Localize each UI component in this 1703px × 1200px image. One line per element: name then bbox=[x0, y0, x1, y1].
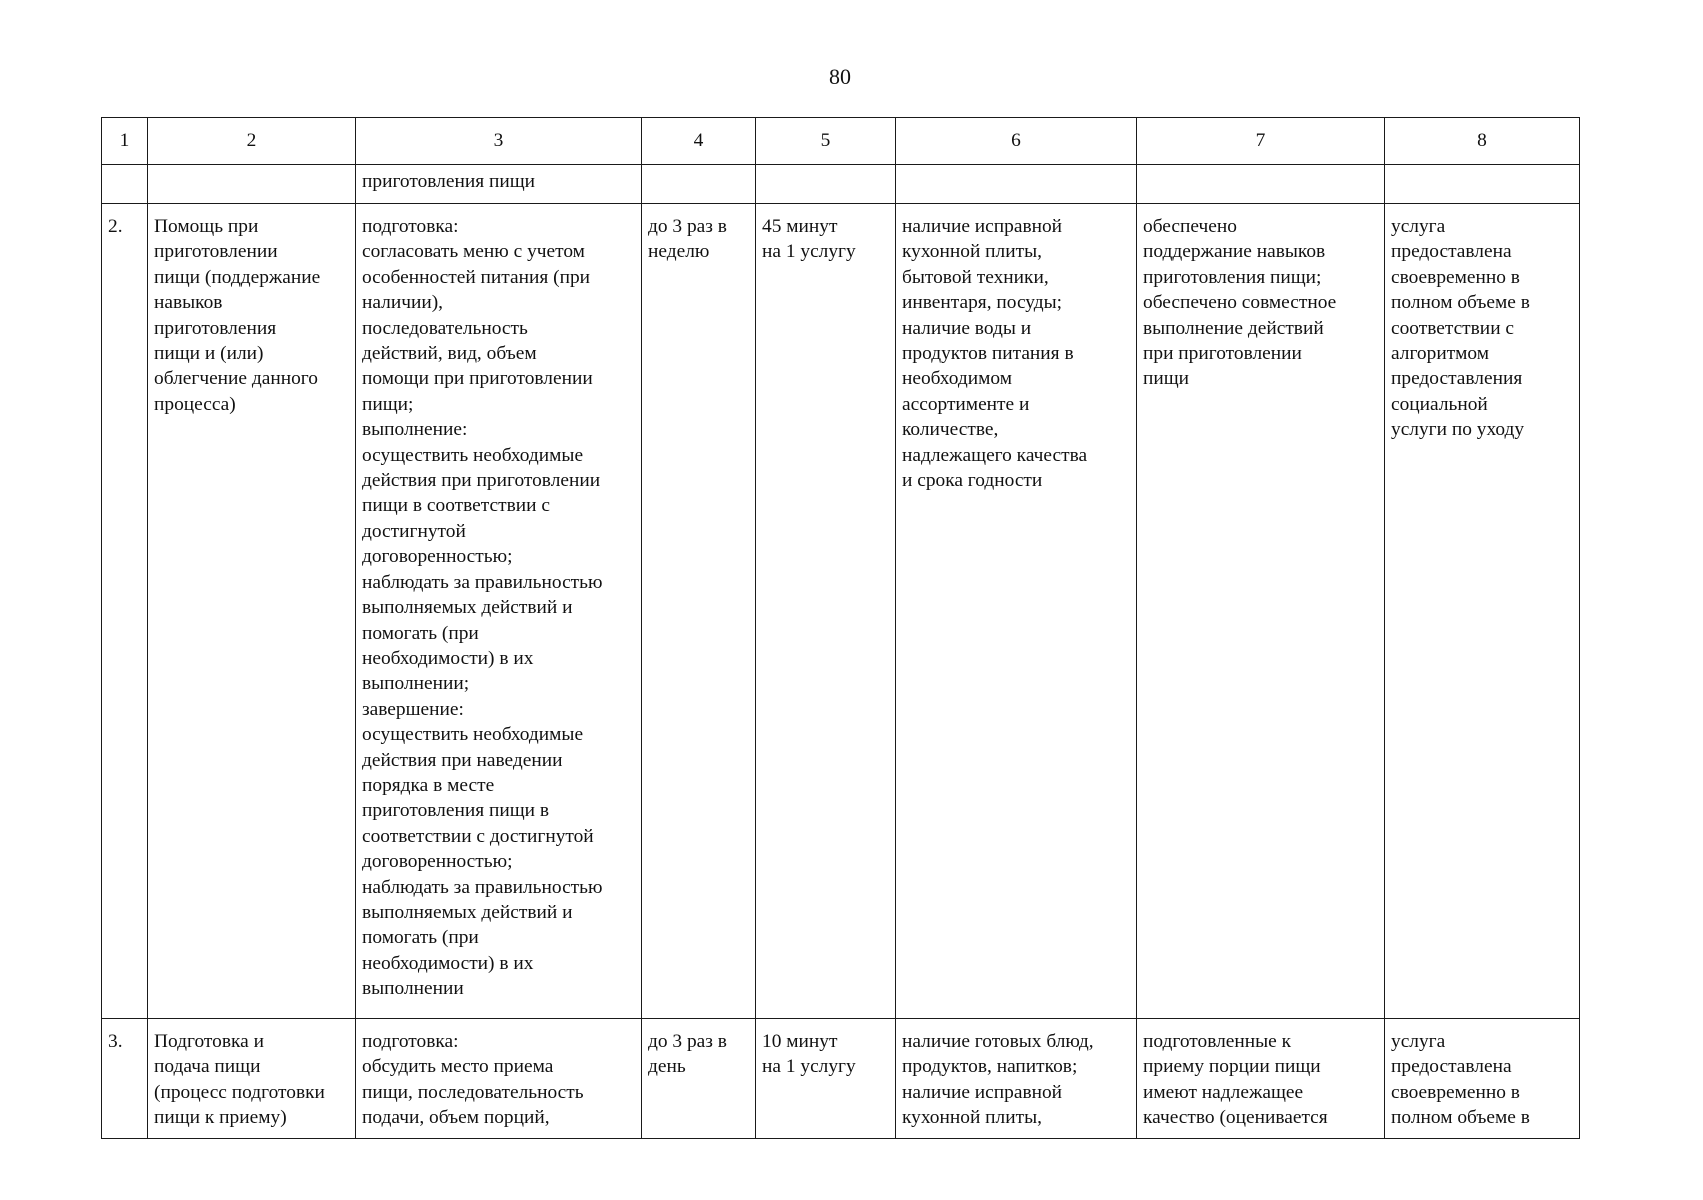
row-number-cell: 3. bbox=[102, 1019, 148, 1139]
row-number-cell: 2. bbox=[102, 204, 148, 1019]
service-name-cell bbox=[148, 165, 356, 204]
frequency-cell: до 3 раз в день bbox=[642, 1019, 756, 1139]
duration-cell: 45 минут на 1 услугу bbox=[756, 204, 896, 1019]
quality-cell bbox=[1385, 165, 1580, 204]
frequency-cell: до 3 раз в неделю bbox=[642, 204, 756, 1019]
page-number: 80 bbox=[829, 64, 851, 89]
column-number: 2 bbox=[148, 118, 356, 165]
conditions-cell: наличие готовых блюд, продуктов, напитков; наличие исправной кухонной плиты, bbox=[896, 1019, 1137, 1139]
table-row-continuation bbox=[102, 165, 1580, 204]
column-number: 1 bbox=[102, 118, 148, 165]
conditions-cell: наличие исправной кухонной плиты, бытовой техники, инвентаря, посуды; наличие воды и продуктов питания в необходимом ассортименте и количестве, надлежащего качества и срока годности bbox=[896, 204, 1137, 1019]
column-number: 6 bbox=[896, 118, 1137, 165]
service-standards-table bbox=[101, 117, 1580, 1139]
table-row bbox=[102, 1019, 1580, 1139]
quality-cell: услуга предоставлена своевременно в полном объеме в соответствии с алгоритмом предоставления социальной услуги по уходу bbox=[1385, 204, 1580, 1019]
column-number: 4 bbox=[642, 118, 756, 165]
column-number: 5 bbox=[756, 118, 896, 165]
service-procedure-cell: подготовка: обсудить место приема пищи, последовательность подачи, объем порций, bbox=[356, 1019, 642, 1139]
service-procedure-cell: подготовка: согласовать меню с учетом особенностей питания (при наличии), последовательность действий, вид, объем помощи при приготовлении пищи; выполнение: осуществить необходимые действия при приготовлении пищи в соответствии с достигнутой договоренностью; наблюдать за правильностью выполняемых действий и помогать (при необходимости) в их выполнении; завершение: осуществить необходимые действия при наведении порядка в месте приготовления пищи в соответствии с достигнутой договоренностью; наблюдать за правильностью выполняемых действий и помогать (при необходимости) в их выполнении bbox=[356, 204, 642, 1019]
column-number: 7 bbox=[1137, 118, 1385, 165]
column-number-row bbox=[102, 118, 1580, 165]
service-procedure-cell: приготовления пищи bbox=[356, 165, 642, 204]
row-number-cell bbox=[102, 165, 148, 204]
table-row bbox=[102, 204, 1580, 1019]
duration-cell bbox=[756, 165, 896, 204]
column-number: 8 bbox=[1385, 118, 1580, 165]
result-cell: обеспечено поддержание навыков приготовления пищи; обеспечено совместное выполнение действий при приготовлении пищи bbox=[1137, 204, 1385, 1019]
conditions-cell bbox=[896, 165, 1137, 204]
quality-cell: услуга предоставлена своевременно в полном объеме в bbox=[1385, 1019, 1580, 1139]
duration-cell: 10 минут на 1 услугу bbox=[756, 1019, 896, 1139]
frequency-cell bbox=[642, 165, 756, 204]
service-name-cell: Помощь при приготовлении пищи (поддержание навыков приготовления пищи и (или) облегчение данного процесса) bbox=[148, 204, 356, 1019]
result-cell: подготовленные к приему порции пищи имеют надлежащее качество (оценивается bbox=[1137, 1019, 1385, 1139]
service-name-cell: Подготовка и подача пищи (процесс подготовки пищи к приему) bbox=[148, 1019, 356, 1139]
column-number: 3 bbox=[356, 118, 642, 165]
result-cell bbox=[1137, 165, 1385, 204]
